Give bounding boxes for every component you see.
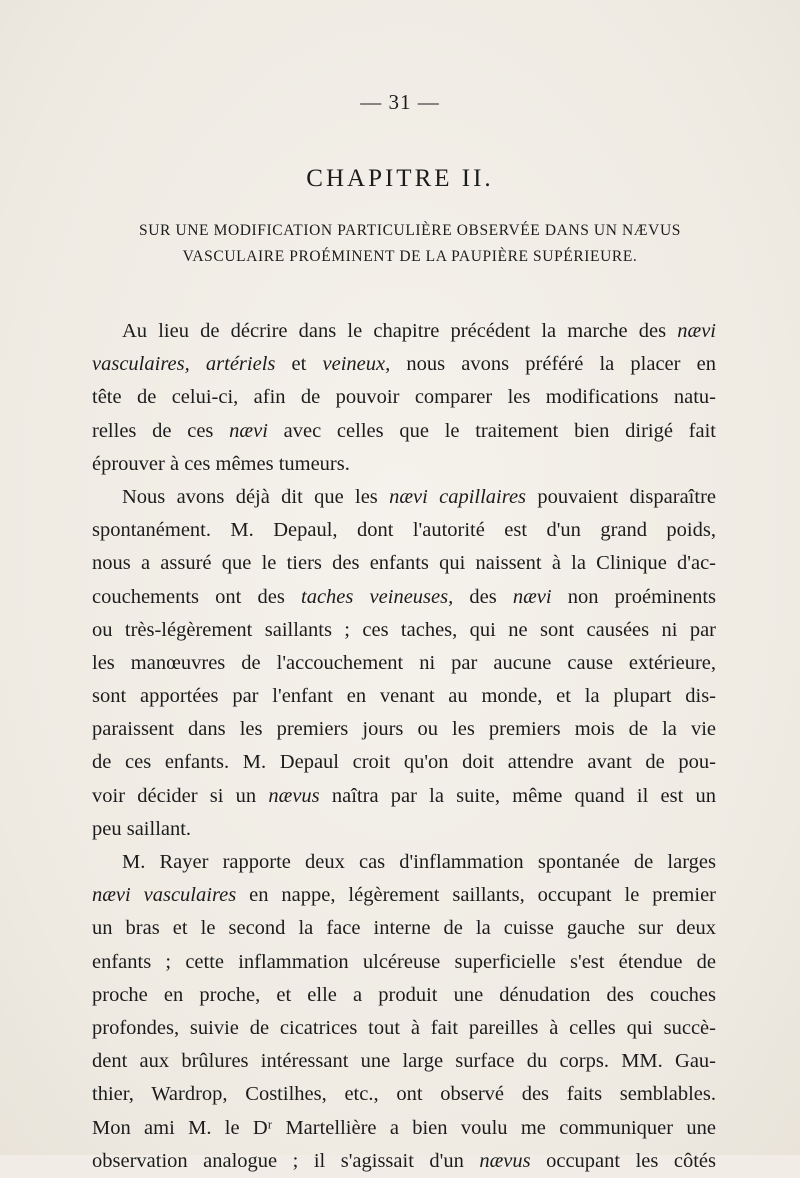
text-segment: observation analogue ; il s'agissait d'un: [92, 1149, 480, 1172]
text-segment: sont apportées par l'enfant en venant au monde, et la plupart dis-: [92, 685, 716, 708]
text-segment: couchements ont des: [92, 585, 302, 608]
text-segment: proche en proche, et elle a produit une dénudation des couches: [92, 983, 716, 1006]
text-segment: Au lieu de décrire dans le chapitre précédent la marche des: [122, 320, 678, 342]
italic-text: vasculaires, artériels: [92, 353, 276, 376]
text-segment: voir décider si un: [92, 784, 269, 807]
text-segment: dent aux brûlures intéressant une large surface du corps. MM. Gau-: [92, 1050, 716, 1073]
text-line: [92, 1145, 716, 1178]
text-line: [92, 680, 716, 713]
text-line: [92, 979, 716, 1012]
text-segment: ou très-légèrement saillants ; ces taches, qui ne sont causées ni par: [92, 618, 716, 641]
text-line: [92, 1045, 716, 1078]
text-segment: pouvaient disparaître: [526, 485, 716, 508]
text-segment: en nappe, légèrement saillants, occupant le premier: [236, 884, 716, 907]
body-text: [92, 315, 716, 1178]
text-line: [92, 713, 716, 746]
section-heading-line: SUR UNE MODIFICATION PARTICULIÈRE OBSERVÉE DANS UN NÆVUS: [139, 222, 681, 239]
text-line: [92, 780, 716, 813]
text-line: [92, 481, 716, 514]
italic-text: nævi: [229, 419, 268, 442]
text-segment: les manœuvres de l'accouchement ni par aucune cause extérieure,: [92, 651, 716, 674]
text-line: [92, 381, 716, 414]
text-segment: M. Rayer rapporte deux cas d'inflammation spontanée de larges: [122, 851, 716, 873]
chapter-title: CHAPITRE II.: [306, 164, 494, 192]
text-segment: paraissent dans les premiers jours ou les premiers mois de la vie: [92, 718, 716, 741]
text-segment: éprouver à ces mêmes tumeurs.: [92, 452, 350, 475]
text-segment: nous a assuré que le tiers des enfants qui naissent à la Clinique d'ac-: [92, 552, 716, 575]
text-line: [92, 348, 716, 381]
text-segment: peu saillant.: [92, 817, 192, 840]
text-segment: tête de celui-ci, afin de pouvoir comparer les modifications natu-: [92, 386, 716, 409]
italic-text: nævi vasculaires: [92, 884, 237, 907]
text-segment: avec celles que le traitement bien dirigé fait: [267, 419, 717, 442]
text-line: [92, 846, 716, 879]
text-line: [92, 315, 716, 348]
italic-text: veineux,: [322, 353, 391, 376]
text-line: [92, 514, 716, 547]
text-line: [92, 547, 716, 580]
italic-text: nævus: [268, 784, 320, 807]
text-segment: un bras et le second la face interne de la cuisse gauche sur deux: [92, 917, 716, 940]
text-line: [92, 415, 716, 448]
text-line: [92, 912, 716, 945]
italic-text: taches veineuses,: [301, 585, 454, 608]
text-segment: profondes, suivie de cicatrices tout à fait pareilles à celles qui succè-: [92, 1016, 716, 1039]
text-line: [92, 581, 716, 614]
section-heading-line: VASCULAIRE PROÉMINENT DE LA PAUPIÈRE SUPÉRIEURE.: [182, 248, 638, 265]
text-line: [92, 1112, 716, 1145]
text-segment: naîtra par la suite, même quand il est un: [319, 784, 716, 807]
italic-text: nævi: [677, 320, 716, 342]
page-number: — 31 —: [360, 90, 440, 114]
text-line: [92, 614, 716, 647]
italic-text: nævi: [512, 585, 552, 608]
text-line: [92, 448, 716, 481]
text-line: [92, 879, 716, 912]
text-line: [92, 1078, 716, 1111]
text-segment: des: [453, 585, 513, 608]
text-segment: nous avons préféré la placer en: [390, 353, 717, 376]
text-segment: non proéminents: [551, 585, 716, 608]
text-segment: occupant les côtés: [530, 1149, 717, 1172]
text-line: [92, 1012, 716, 1045]
text-segment: relles de ces: [92, 419, 230, 442]
text-line: [92, 746, 716, 779]
text-segment: et: [275, 353, 323, 376]
text-segment: thier, Wardrop, Costilhes, etc., ont observé des faits semblables.: [92, 1083, 716, 1106]
text-segment: Mon ami M. le Dʳ Martellière a bien voulu me communiquer une: [92, 1116, 716, 1139]
text-segment: Nous avons déjà dit que les: [122, 485, 390, 508]
italic-text: nævus: [479, 1149, 531, 1172]
text-segment: enfants ; cette inflammation ulcéreuse superficielle s'est étendue de: [92, 950, 716, 973]
text-segment: spontanément. M. Depaul, dont l'autorité est d'un grand poids,: [92, 519, 716, 542]
text-line: [92, 813, 716, 846]
italic-text: nævi capillaires: [389, 485, 527, 508]
text-line: [92, 647, 716, 680]
text-segment: de ces enfants. M. Depaul croit qu'on doit attendre avant de pou-: [92, 751, 716, 774]
section-heading: [110, 218, 710, 270]
text-line: [92, 946, 716, 979]
